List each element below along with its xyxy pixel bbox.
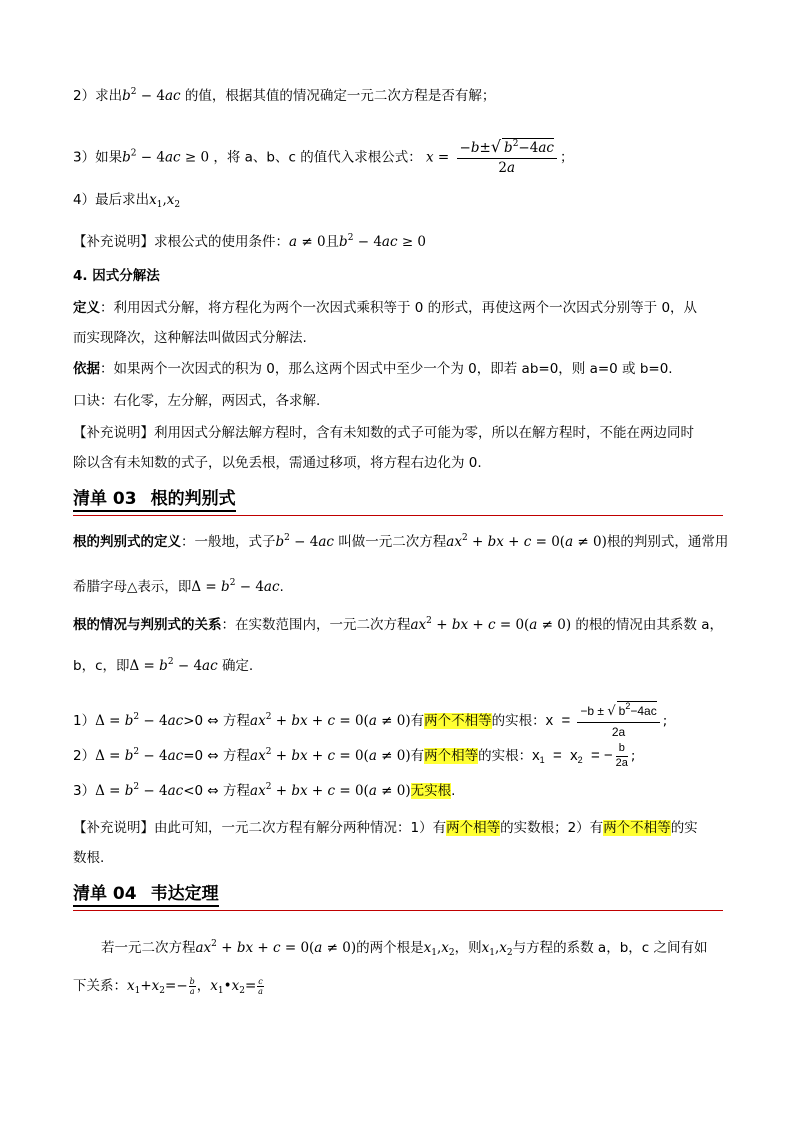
relationship-text-2: 的根的情况由其系数 a， [575,617,723,633]
basis-line [73,359,673,379]
relationship-label: 根的情况与判别式的关系 [73,617,222,633]
note-3-text-3: 的实 [670,820,698,836]
step-3-end: ； [559,149,574,166]
step-3-text: ，将 a、b、c 的值代入求根公式： [213,149,422,166]
case-2-formula: $\frac{b}{2a}$ [615,742,628,769]
note-3-text-1: 由此可知，一元二次方程有解分两种情况：1）有 [154,820,447,836]
basis-text: ：如果两个一次因式的积为 0，那么这两个因式中至少一个为 0，即若 ab=0，则 a=0 或 b=0. [100,361,673,377]
discriminant-definition-text-4: 希腊字母△表示，即 [73,579,192,595]
discriminant-definition-end: . [279,579,284,595]
discriminant-definition-2: 希腊字母△表示，即$\Delta = b^2 - 4ac$. [73,578,284,595]
vieta-sum-fraction: $\frac{b}{a}$ [189,976,195,996]
vieta-product-fraction: $\frac{c}{a}$ [258,976,263,996]
case-1-text: 的实根： [491,713,546,729]
note-3-text-2: 的实数根；2）有 [500,820,604,836]
note-3-line-1 [73,818,698,838]
vieta-text-4: 与方程的系数 a，b，c 之间有如 [512,940,708,956]
note-3-line-2: 数根. [73,850,105,866]
relationship-line-2: b，c，即$\Delta = b^2 - 4ac$ 确定. [73,657,254,674]
note-2-line-1 [73,423,694,443]
case-2-highlight: 两个相等 [424,748,479,764]
case-1-condition: >0 ⇔ 方程 [183,713,251,729]
definition-line-2: 而实现降次，这种解法叫做因式分解法. [73,330,307,346]
step-4: 4）最后求出$x_1,x_2$ [73,192,181,210]
relationship-text-1: ：在实数范围内，一元二次方程 [221,617,411,633]
vieta-line-1: 若一元二次方程$ax^2$ + bx + c = 0(a ≠ 0)的两个根是$x_1,x_2$，则$x_1,x_2$与方程的系数 a，b，c 之间有如 [101,939,708,958]
case-1: $1)\Delta = b^2 - 4ac>0$ ⇔ 方程$ax^2$ + bx + c = 0(a ≠ 0)有两个不相等的实根：x = $\frac{-b \pm √ b^2-4ac}{2a}$ ; [73,701,668,739]
note-2-label: 【补充说明】 [73,425,154,441]
step-2-label: 2）求出 [73,88,123,104]
note-3-highlight-1: 两个相等 [446,820,501,836]
case-1-has: 有 [410,713,425,729]
case-1-highlight: 两个不相等 [424,713,492,729]
rhyme-line: 口诀：右化零，左分解，两因式，各求解. [73,393,321,409]
vieta-text-5: 下关系： [73,978,127,994]
step-3-label: 3）如果 [73,149,123,166]
section-03-number: 清单 03 [73,489,137,509]
section-03-heading [73,487,236,511]
case-3-label: 3） [73,783,96,799]
note-3-label: 【补充说明】 [73,820,154,836]
note-1-label: 【补充说明】 [73,234,154,250]
discriminant-definition-text-2: 叫做一元二次方程 [338,534,447,550]
case-2-condition: =0 ⇔ 方程 [183,748,251,764]
vieta-text-1: 若一元二次方程 [101,940,196,956]
section-04-number: 清单 04 [73,884,137,904]
step-3: 3）如果$b^2 - 4ac \ge 0$ ，将 a、b、c 的值代入求根公式： x = $\frac{-b\pm√ b^2-4ac}{2a}$ ； [73,137,574,176]
case-2-has: 有 [410,748,425,764]
vieta-text-2: 的两个根是 [356,940,424,956]
discriminant-definition-1: 根的判别式的定义：一般地，式子$b^2 - 4ac$ 叫做一元二次方程$ax^2$ + bx + c = 0(a ≠ 0)根的判别式，通常用 [73,533,729,550]
relationship-text-3: b，c，即 [73,658,130,674]
discriminant-definition-label: 根的判别式的定义 [73,534,181,550]
case-2-text: 的实根： [478,748,533,764]
step-2: 2）求出$b^2 - 4ac$ 的值，根据其值的情况确定一元二次方程是否有解； [73,87,496,104]
vieta-text-3: ，则 [454,940,482,956]
step-4-label: 4）最后求出 [73,192,150,208]
section-03-title: 根的判别式 [150,489,236,509]
relationship-text-4: 确定. [221,658,254,674]
section-04-title: 韦达定理 [150,884,219,904]
section-4-title: 4. 因式分解法 [73,268,160,284]
note-2-line-2: 除以含有未知数的式子，以免丢根，需通过移项，将方程右边化为 0. [73,455,482,471]
case-2: $2)\Delta = b^2 - 4ac=0$ ⇔ 方程$ax^2$ + bx + c = 0(a ≠ 0)有两个相等的实根：$x_1 = x_2$ = − $\frac{b}{2a}$ ; [73,742,636,769]
quadratic-formula: $\frac{-b\pm√ b^2-4ac}{2a}$ [457,138,557,177]
case-3-end: . [451,783,456,799]
definition-label: 定义 [73,300,100,316]
section-04-rule [73,910,723,911]
case-1-formula: $\frac{-b \pm √ b^2-4ac}{2a}$ [577,701,659,741]
note-1-text: 求根公式的使用条件： [154,234,289,250]
case-2-label: 2） [73,748,96,764]
definition-line-1 [73,298,697,318]
note-3-highlight-2: 两个不相等 [603,820,671,836]
vieta-separator: ， [196,978,211,994]
relationship-line-1: 根的情况与判别式的关系：在实数范围内，一元二次方程$ax^2$ + bx + c = 0(a ≠ 0) 的根的情况由其系数 a， [73,616,723,633]
section-04-heading [73,882,219,906]
discriminant-definition-text-3: 根的判别式，通常用 [606,534,729,550]
case-1-label: 1） [73,713,96,729]
case-3-condition: <0 ⇔ 方程 [183,783,251,799]
discriminant-definition-text-1: ：一般地，式子 [181,534,276,550]
note-1-and: 且 [325,234,340,250]
note-2-text-1: 利用因式分解法解方程时，含有未知数的式子可能为零，所以在解方程时，不能在两边同时 [154,425,694,441]
basis-label: 依据 [73,361,100,377]
case-3-highlight: 无实根 [410,783,452,799]
definition-text-1: ：利用因式分解，将方程化为两个一次因式乘积等于 0 的形式，再使这两个一次因式分别等于 0，从 [100,300,698,316]
note-1: 【补充说明】求根公式的使用条件：a ≠ 0且$b^2 - 4ac \ge 0$ [73,233,427,250]
section-03-rule [73,515,723,516]
vieta-line-2: 下关系：$x_1+x_2=-$ $\frac{b}{a}$ ，$x_1•x_2=$ $\frac{c}{a}$ [73,976,263,996]
step-2-text: 的值，根据其值的情况确定一元二次方程是否有解； [184,88,496,104]
case-3: $3)\Delta = b^2 - 4ac<0$ ⇔ 方程$ax^2$ + bx + c = 0(a ≠ 0)无实根. [73,782,456,799]
